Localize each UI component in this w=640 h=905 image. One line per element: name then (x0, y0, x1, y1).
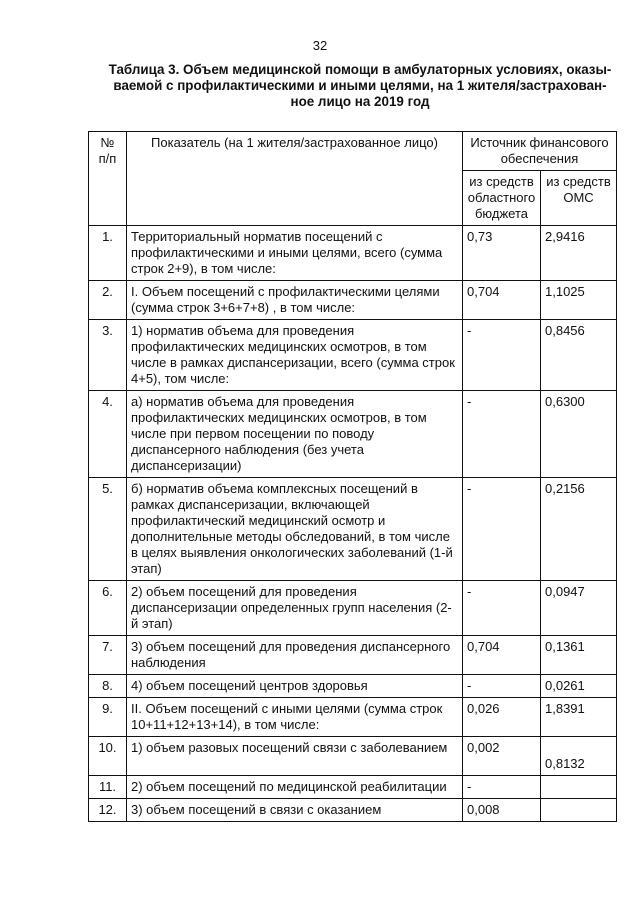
row-number: 11. (89, 776, 127, 799)
row-indicator: 3) объем посещений в связи с оказанием (127, 799, 463, 822)
row-indicator: 1) норматив объема для проведения профилактических медицинских осмотров, в том числе в рамках диспансеризации, всего (сумма строк 4+5), том числе: (127, 320, 463, 391)
title-line: ное лицо на 2019 год (290, 94, 430, 109)
table-row (89, 478, 617, 581)
title-line: ваемой с профилактическими и иными целями, на 1 жителя/застрахован- (113, 78, 607, 93)
row-number: 6. (89, 581, 127, 636)
table-row (89, 226, 617, 281)
row-number: 4. (89, 391, 127, 478)
table-row (89, 776, 617, 799)
row-regional-value: - (463, 675, 541, 698)
table-row (89, 281, 617, 320)
title-line: Таблица 3. Объем медицинской помощи в амбулаторных условиях, оказы- (108, 62, 612, 77)
row-regional-value: - (463, 320, 541, 391)
table-body (89, 226, 617, 822)
row-regional-value: - (463, 391, 541, 478)
table-title (92, 62, 628, 110)
row-oms-value: 0,0261 (541, 675, 617, 698)
row-regional-value: - (463, 478, 541, 581)
row-oms-value: 0,2156 (541, 478, 617, 581)
row-indicator: 2) объем посещений для проведения диспансеризации определенных групп населения (2-й этап) (127, 581, 463, 636)
volume-table (88, 131, 617, 822)
row-regional-value: 0,026 (463, 698, 541, 737)
row-oms-value: 0,8132 (541, 737, 617, 776)
row-regional-value: 0,002 (463, 737, 541, 776)
table-row (89, 799, 617, 822)
row-oms-value: 0,1361 (541, 636, 617, 675)
table-row (89, 391, 617, 478)
row-oms-value: 2,9416 (541, 226, 617, 281)
row-number: 10. (89, 737, 127, 776)
row-oms-value: 0,0947 (541, 581, 617, 636)
table-row (89, 320, 617, 391)
table-row (89, 675, 617, 698)
row-regional-value: 0,008 (463, 799, 541, 822)
row-oms-value: 0,8456 (541, 320, 617, 391)
row-number: 5. (89, 478, 127, 581)
table-row (89, 698, 617, 737)
table-row (89, 737, 617, 776)
table-row (89, 636, 617, 675)
header-row (89, 132, 617, 171)
row-number: 3. (89, 320, 127, 391)
row-regional-value: 0,73 (463, 226, 541, 281)
row-number: 2. (89, 281, 127, 320)
row-indicator: б) норматив объема комплексных посещений в рамках диспансеризации, включающей профилактический медицинский осмотр и дополнительные методы обследований, в том числе в целях выявления онкологических заболеваний (1-й этап) (127, 478, 463, 581)
header-num: № п/п (89, 132, 127, 226)
row-regional-value: 0,704 (463, 636, 541, 675)
header-oms: из средств ОМС (541, 171, 617, 226)
row-indicator: 3) объем посещений для проведения диспансерного наблюдения (127, 636, 463, 675)
table-row (89, 581, 617, 636)
row-regional-value: 0,704 (463, 281, 541, 320)
row-oms-value: 0,6300 (541, 391, 617, 478)
header-regional: из средств областного бюджета (463, 171, 541, 226)
row-number: 8. (89, 675, 127, 698)
row-indicator: Территориальный норматив посещений с профилактическими и иными целями, всего (сумма строк 2+9), в том числе: (127, 226, 463, 281)
row-number: 9. (89, 698, 127, 737)
header-source: Источник финансового обеспечения (463, 132, 617, 171)
row-indicator: а) норматив объема для проведения профилактических медицинских осмотров, в том числе при первом посещении по поводу диспансерного наблюдения (без учета диспансеризации) (127, 391, 463, 478)
row-oms-value: 1,8391 (541, 698, 617, 737)
row-indicator: I. Объем посещений с профилактическими целями (сумма строк 3+6+7+8) , в том числе: (127, 281, 463, 320)
page-number: 32 (312, 38, 328, 53)
header-indicator: Показатель (на 1 жителя/застрахованное лицо) (127, 132, 463, 226)
row-number: 7. (89, 636, 127, 675)
row-indicator: 2) объем посещений по медицинской реабилитации (127, 776, 463, 799)
row-indicator: 1) объем разовых посещений связи с заболеванием (127, 737, 463, 776)
row-oms-value: 1,1025 (541, 281, 617, 320)
row-regional-value: - (463, 776, 541, 799)
row-regional-value: - (463, 581, 541, 636)
row-oms-value (541, 799, 617, 822)
row-oms-value (541, 776, 617, 799)
row-number: 12. (89, 799, 127, 822)
row-indicator: II. Объем посещений с иными целями (сумма строк 10+11+12+13+14), в том числе: (127, 698, 463, 737)
row-indicator: 4) объем посещений центров здоровья (127, 675, 463, 698)
row-number: 1. (89, 226, 127, 281)
